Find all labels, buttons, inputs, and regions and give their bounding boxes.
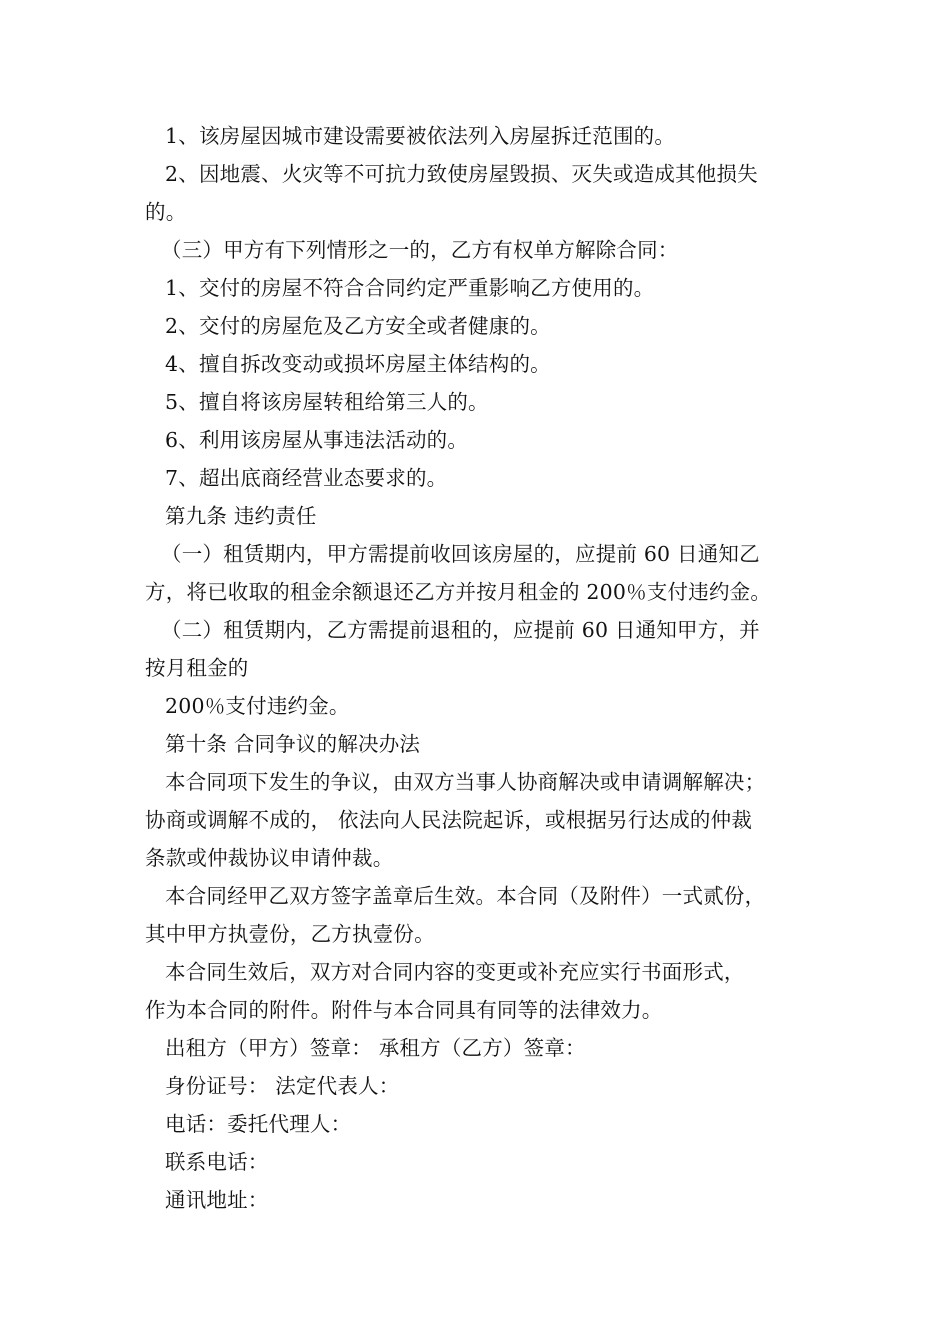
- list-item: 5、擅自将该房屋转租给第三人的。: [165, 390, 489, 414]
- paragraph-line: 本合同经甲乙双方签字盖章后生效。本合同（及附件）一式贰份，: [165, 884, 766, 908]
- list-item: 4、擅自拆改变动或损坏房屋主体结构的。: [165, 352, 551, 376]
- paragraph-line: 方，将已收取的租金余额退还乙方并按月租金的 200％支付违约金。: [145, 580, 772, 604]
- paragraph-line: 本合同生效后，双方对合同内容的变更或补充应实行书面形式，: [165, 960, 745, 984]
- article-heading: 第十条 合同争议的解决办法: [165, 732, 421, 756]
- list-item: 2、交付的房屋危及乙方安全或者健康的。: [165, 314, 551, 338]
- list-item: 6、利用该房屋从事违法活动的。: [165, 428, 469, 452]
- paragraph-line: （一）租赁期内，甲方需提前收回该房屋的，应提前 60 日通知乙: [161, 542, 760, 566]
- list-item-continuation: 的。: [145, 200, 187, 224]
- paragraph-line: 按月租金的: [145, 656, 249, 680]
- paragraph-line: 作为本合同的附件。附件与本合同具有同等的法律效力。: [145, 998, 663, 1022]
- article-heading: 第九条 违约责任: [165, 504, 317, 528]
- list-item: 7、超出底商经营业态要求的。: [165, 466, 448, 490]
- list-item: 2、因地震、火灾等不可抗力致使房屋毁损、灭失或造成其他损失: [165, 162, 758, 186]
- paragraph-line: 其中甲方执壹份，乙方执壹份。: [145, 922, 435, 946]
- list-item: 1、交付的房屋不符合合同约定严重影响乙方使用的。: [165, 276, 655, 300]
- clause-heading: （三）甲方有下列情形之一的，乙方有权单方解除合同：: [161, 238, 679, 262]
- document-body: [145, 117, 815, 1219]
- signature-line: 通讯地址：: [165, 1188, 269, 1212]
- signature-line: 出租方（甲方）签章： 承租方（乙方）签章：: [165, 1036, 586, 1060]
- paragraph-line: 协商或调解不成的， 依法向人民法院起诉，或根据另行达成的仲裁: [145, 808, 753, 832]
- signature-line: 联系电话：: [165, 1150, 269, 1174]
- paragraph-line: 本合同项下发生的争议，由双方当事人协商解决或申请调解解决；: [165, 770, 766, 794]
- paragraph-line: （二）租赁期内，乙方需提前退租的，应提前 60 日通知甲方，并: [161, 618, 760, 642]
- signature-line: 身份证号： 法定代表人：: [165, 1074, 400, 1098]
- paragraph-line: 条款或仲裁协议申请仲裁。: [145, 846, 394, 870]
- paragraph-line: 200％支付违约金。: [165, 694, 350, 718]
- list-item: 1、该房屋因城市建设需要被依法列入房屋拆迁范围的。: [165, 124, 676, 148]
- signature-line: 电话：委托代理人：: [165, 1112, 352, 1136]
